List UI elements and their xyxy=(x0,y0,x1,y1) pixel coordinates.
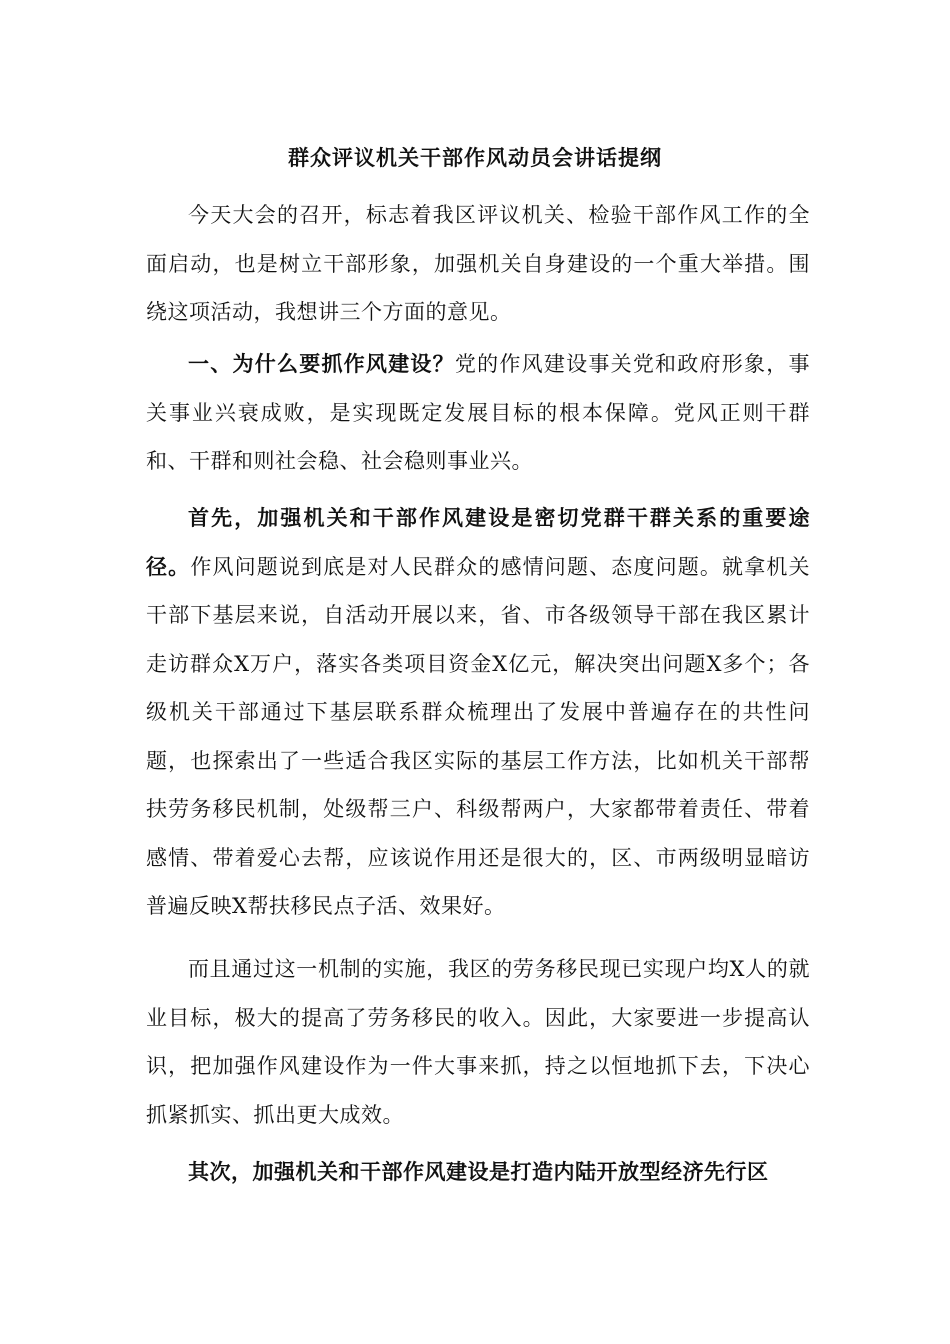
paragraph-intro xyxy=(146,191,810,337)
paragraph-text: 作风问题说到底是对人民群众的感情问题、态度问题。就拿机关干部下基层来说，自活动开展以来，省、市各级领导干部在我区累计走访群众X万户，落实各类项目资金X亿元，解决突出问题X多个；各级机关干部通过下基层联系群众梳理出了发展中普遍存在的共性问题，也探索出了一些适合我区实际的基层工作方法，比如机关干部帮扶劳务移民机制，处级帮三户、科级帮两户，大家都带着责任、带着感情、带着爱心去帮，应该说作用还是很大的，区、市两级明显暗访普遍反映X帮扶移民点子活、效果好。 xyxy=(146,554,810,918)
paragraph-heading: 其次，加强机关和干部作风建设是打造内陆开放型经济先行区 xyxy=(188,1159,769,1184)
paragraph-first-point xyxy=(146,494,810,931)
paragraph-second-point xyxy=(146,1148,810,1197)
paragraph-heading: 一、为什么要抓作风建设？ xyxy=(188,351,455,376)
paragraph-heading: 首先，加强机关和干部作风建设是密切党群干群关系的重要途径。 xyxy=(146,505,810,579)
document-title: 群众评议机关干部作风动员会讲话提纲 xyxy=(288,145,662,170)
paragraph-text: 而且通过这一机制的实施，我区的劳务移民现已实现户均X人的就业目标，极大的提高了劳务移民的收入。因此，大家要进一步提高认识，把加强作风建设作为一件大事来抓，持之以恒地抓下去，下决心抓紧抓实、抓出更大成效。 xyxy=(146,957,810,1127)
paragraph-continuation xyxy=(146,945,810,1139)
paragraph-text: 党的作风建设事关党和政府形象，事关事业兴衰成败，是实现既定发展目标的根本保障。党风正则干群和、干群和则社会稳、社会稳则事业兴。 xyxy=(146,352,811,473)
paragraph-section-one xyxy=(146,340,810,486)
paragraph-text: 今天大会的召开，标志着我区评议机关、检验干部作风工作的全面启动，也是树立干部形象，加强机关自身建设的一个重大举措。围绕这项活动，我想讲三个方面的意见。 xyxy=(146,203,810,324)
